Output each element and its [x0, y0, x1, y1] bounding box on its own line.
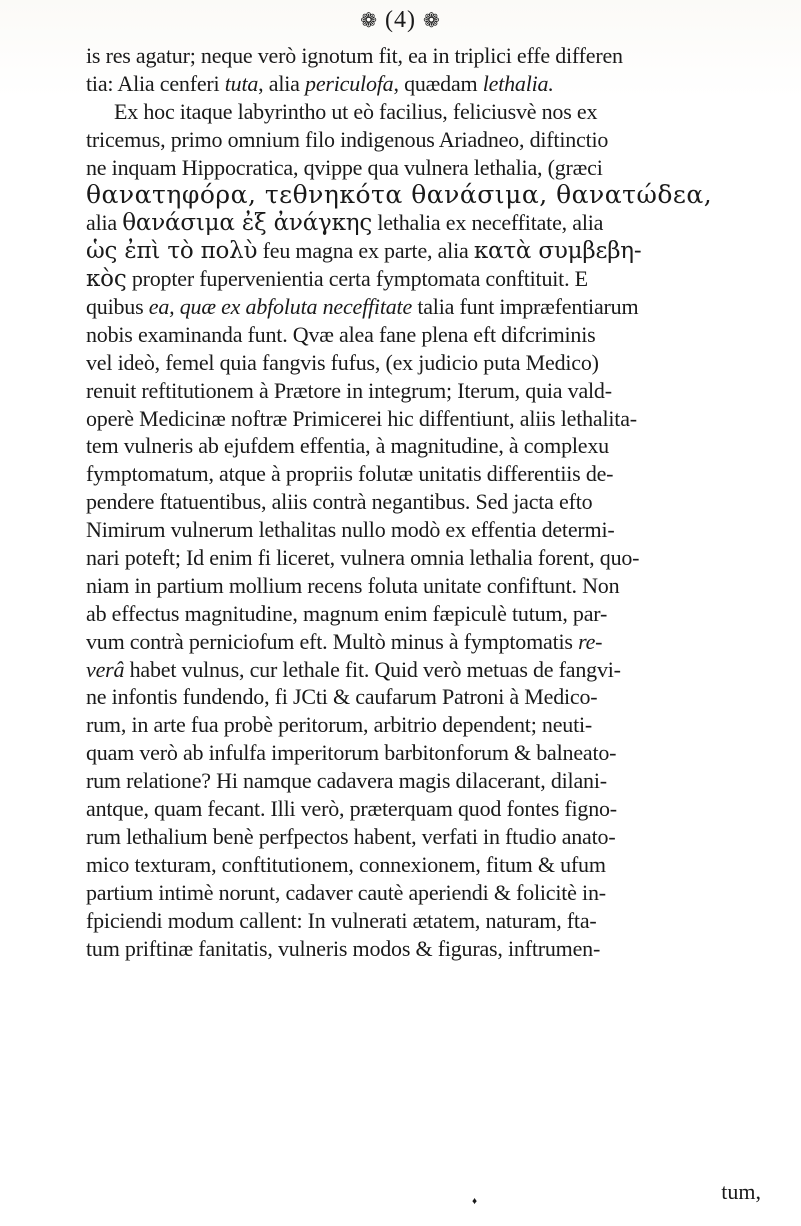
italic-term: re- [578, 628, 603, 654]
text-run: alia [86, 210, 123, 236]
text-run: niam in partium mollium recens foluta unitate confiftunt. Non [86, 572, 620, 598]
text-run: partium intimè norunt, cadaver cautè aperiendi & folicitè in- [86, 879, 606, 905]
text-run: propter fupervenientia certa fymptomata conftituit. E [126, 266, 588, 292]
text-run: vum contrà perniciofum eft. Multò minus à fymptomatis [86, 628, 579, 654]
text-run: nari poteft; Id enim fi liceret, vulnera omnia lethalia forent, quo- [86, 545, 640, 571]
text-line [86, 628, 798, 656]
text-run: antque, quam fecant. Illi verò, præterquam quod fontes figno- [86, 796, 617, 822]
text-line [86, 488, 798, 516]
text-run: pendere ftatuentibus, aliis contrà negantibus. Sed jacta efto [86, 489, 593, 515]
text-line [86, 879, 798, 907]
text-line [86, 907, 798, 935]
flower-ornament-icon: ❁ [360, 8, 378, 32]
text-run: vel ideò, femel quia fangvis fufus, (ex judicio puta Medico) [86, 349, 599, 375]
text-line [86, 795, 798, 823]
text-run: , alia [258, 70, 306, 96]
text-run: tem vulneris ab ejufdem effentia, à magnitudine, à complexu [86, 433, 609, 459]
catchword: tum, [721, 1179, 761, 1204]
text-line [86, 377, 798, 405]
text-line [86, 209, 798, 237]
text-run: fymptomatum, atque à propriis folutæ unitatis differentiis de- [86, 461, 614, 487]
text-line [86, 237, 798, 265]
text-line [86, 683, 798, 711]
text-line [86, 293, 798, 321]
text-line [86, 432, 798, 460]
text-run: tricemus, primo omnium filo indigenous Ariadneo, diftinctio [86, 126, 609, 152]
text-run: rum lethalium benè perfpectos habent, verfati in ftudio anato- [86, 823, 616, 849]
italic-term: ea, quæ ex abfoluta neceffitate [148, 294, 413, 320]
greek-term: θανατηφόρα, τεθνηκότα θανάσιμα, θανατώδεα, [86, 181, 713, 210]
text-line [86, 98, 798, 126]
text-run: rum relatione? Hi namque cadavera magis dilacerant, dilani- [86, 768, 607, 794]
italic-term: tuta [224, 70, 259, 96]
text-run: ne infontis fundendo, fi JCti & caufarum Patroni à Medico- [86, 684, 598, 710]
greek-term: θανάσιμα ἐξ ἀνάγκης [122, 210, 373, 237]
page-header [0, 4, 801, 36]
text-line [86, 42, 798, 70]
text-line [86, 154, 798, 182]
greek-term: ὡς ἐπὶ τὸ πολὺ [86, 238, 258, 265]
text-line [86, 265, 798, 293]
text-run: quam verò ab infulfa imperitorum barbitonforum & balneato- [86, 740, 617, 766]
text-line [86, 767, 798, 795]
text-line [86, 405, 798, 433]
italic-term: verâ [86, 656, 125, 682]
text-run: ab effectus magnitudine, magnum enim fæpiculè tutum, par- [86, 600, 608, 626]
flower-ornament-icon: ❁ [422, 8, 441, 32]
text-run: lethalia ex neceffitate, alia [372, 210, 604, 236]
italic-term: lethalia. [482, 70, 554, 96]
text-line [86, 70, 798, 98]
text-line [86, 181, 798, 209]
text-line [86, 851, 798, 879]
text-run: Ex hoc itaque labyrintho ut eò facilius, feliciusvè nos ex [114, 98, 598, 124]
text-run: tia: Alia cenferi [86, 70, 225, 96]
text-run: renuit reftitutionem à Prætore in integrum; Iterum, quia vald- [86, 377, 612, 403]
text-line [86, 321, 798, 349]
greek-term: κατὰ συμβεβη- [473, 238, 642, 265]
text-run: Nimirum vulnerum lethalitas nullo modò ex effentia determi- [86, 517, 615, 543]
text-run: tum priftinæ fanitatis, vulneris modos & figuras, inftrumen- [86, 935, 601, 961]
text-line [86, 544, 798, 572]
text-line [86, 516, 798, 544]
italic-term: periculofa [305, 70, 394, 96]
text-line [86, 711, 798, 739]
page-number: (4) [385, 7, 416, 33]
text-run: talia funt impræfentiarum [412, 294, 639, 320]
text-run: quibus [86, 294, 149, 320]
text-line [86, 349, 798, 377]
diamond-mark-icon: ♦ [472, 1196, 478, 1207]
text-line [86, 739, 798, 767]
text-line [86, 600, 798, 628]
text-line [86, 823, 798, 851]
page-footer [0, 1178, 801, 1206]
text-line [86, 935, 798, 963]
body-text [86, 42, 798, 962]
text-line [86, 656, 798, 684]
text-run: operè Medicinæ noftræ Primicerei hic diffentiunt, aliis lethalita- [86, 405, 637, 431]
text-run: is res agatur; neque verò ignotum fit, ea in triplici effe differen [86, 43, 623, 68]
text-run: , quædam [393, 70, 483, 96]
text-run: mico texturam, conftitutionem, connexionem, fitum & ufum [86, 851, 606, 877]
text-line [86, 460, 798, 488]
text-run: habet vulnus, cur lethale fit. Quid verò metuas de fangvi- [124, 656, 621, 682]
text-line [86, 126, 798, 154]
text-run: fpiciendi modum callent: In vulnerati ætatem, naturam, fta- [86, 907, 597, 933]
text-run: ne inquam Hippocratica, qvippe qua vulnera lethalia, (græci [86, 154, 603, 180]
greek-term: κὸς [86, 266, 127, 293]
text-line [86, 572, 798, 600]
text-run: feu magna ex parte, alia [257, 238, 474, 264]
text-run: nobis examinanda funt. Qvæ alea fane plena eft difcriminis [86, 321, 596, 347]
text-run: rum, in arte fua probè peritorum, arbitrio dependent; neuti- [86, 712, 593, 738]
